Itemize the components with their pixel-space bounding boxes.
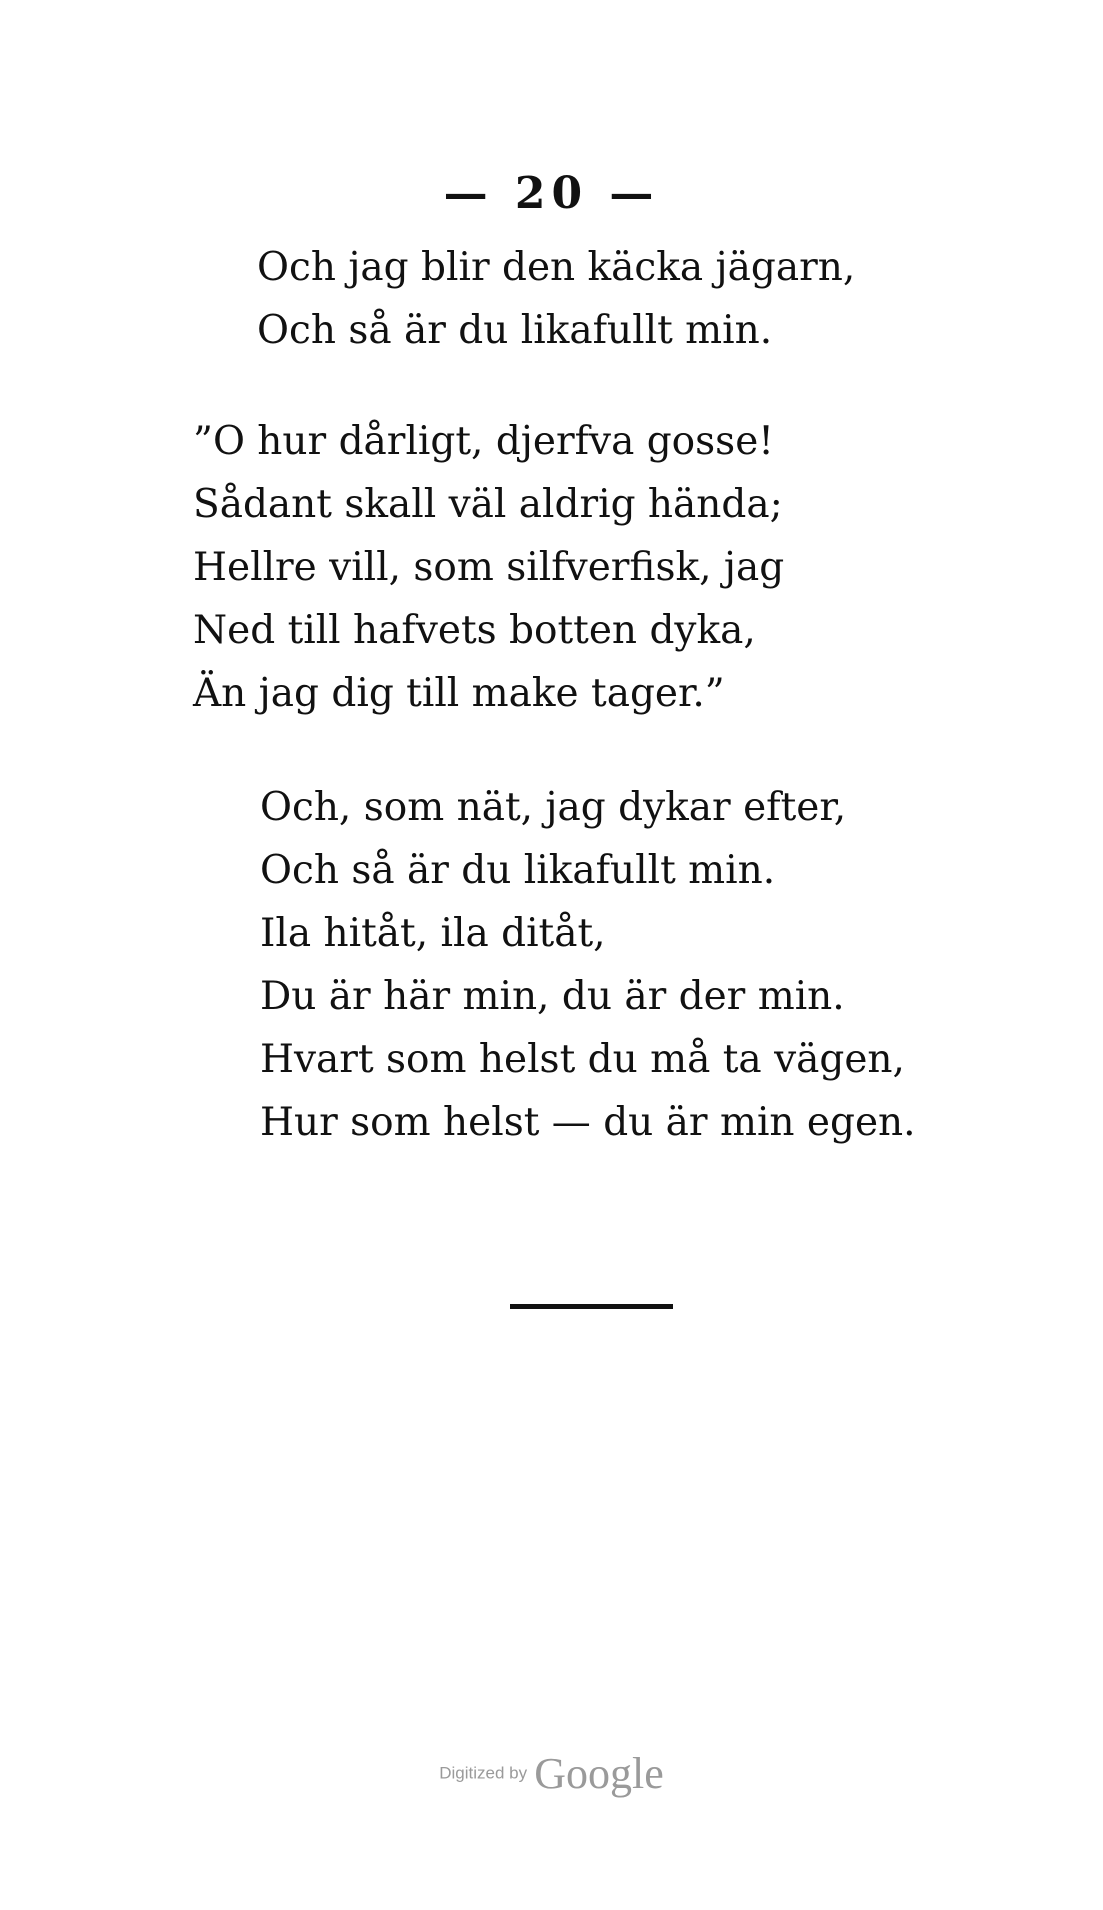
section-divider	[510, 1304, 673, 1309]
poem-line: Hur som helst — du är min egen.	[260, 1100, 916, 1145]
poem-line: Sådant skall väl aldrig hända;	[193, 482, 783, 527]
poem-line: Än jag dig till make tager.”	[193, 671, 725, 716]
poem-stanza	[193, 410, 784, 725]
poem-line: Och, som nät, jag dykar efter,	[260, 785, 847, 830]
page-number: — 20 —	[443, 168, 660, 219]
poem-line: Och så är du likafullt min.	[257, 308, 773, 353]
poem-line: Hvart som helst du må ta vägen,	[260, 1037, 905, 1082]
poem-stanza	[257, 236, 855, 362]
poem-line: Ned till hafvets botten dyka,	[193, 608, 756, 653]
poem-line: Hellre vill, som silfverfisk, jag	[193, 545, 785, 590]
poem-line: ”O hur dårligt, djerfva gosse!	[193, 419, 774, 464]
poem-line: Och jag blir den käcka jägarn,	[257, 245, 856, 290]
poem-line: Du är här min, du är der min.	[260, 974, 845, 1019]
poem-line: Och så är du likafullt min.	[260, 848, 776, 893]
poem-line: Ila hitåt, ila ditåt,	[260, 911, 606, 956]
digitized-by-text: Digitized by	[439, 1763, 528, 1783]
google-logo: Google	[534, 1749, 664, 1798]
digitized-footer	[0, 1748, 1103, 1799]
poem-stanza	[260, 776, 916, 1154]
